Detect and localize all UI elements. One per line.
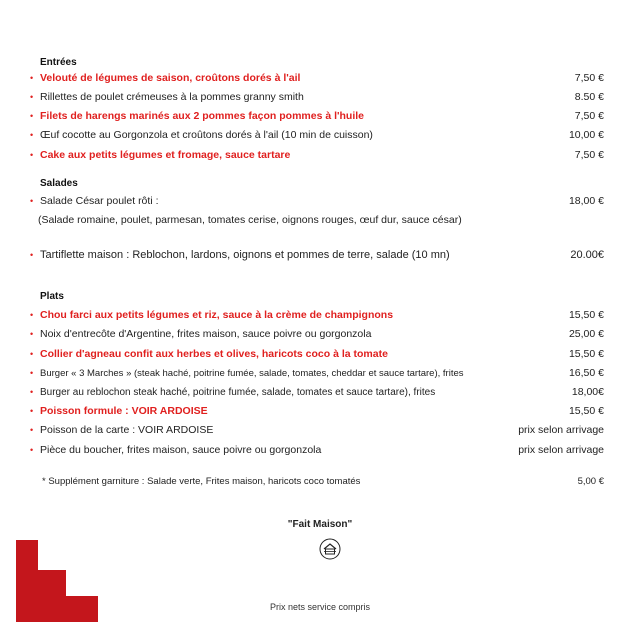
bullet-icon: •: [30, 111, 34, 121]
plat-item: • Poisson de la carte : VOIR ARDOISE prix selon arrivage: [30, 424, 604, 436]
plat-item: • Burger « 3 Marches » (steak haché, poitrine fumée, salade, tomates, cheddar et sauce tartare), frites 16,50 €: [30, 367, 604, 379]
bullet-icon: •: [30, 387, 34, 397]
bullet-icon: •: [30, 310, 34, 320]
fait-maison-label: "Fait Maison": [287, 519, 353, 530]
fait-maison-logo-icon: [319, 538, 341, 560]
salade-item: • Salade César poulet rôti : 18,00 €: [30, 195, 604, 207]
bullet-icon: •: [30, 73, 34, 83]
plat-item: • Noix d'entrecôte d'Argentine, frites maison, sauce poivre ou gorgonzola 25,00 €: [30, 328, 604, 340]
entree-item: • Œuf cocotte au Gorgonzola et croûtons dorés à l'ail (10 min de cuisson) 10,00 €: [30, 129, 604, 141]
bullet-icon: •: [30, 92, 34, 102]
bullet-icon: •: [30, 445, 34, 455]
plats-title: Plats: [40, 291, 64, 302]
plat-item: • Pièce du boucher, frites maison, sauce poivre ou gorgonzola prix selon arrivage: [30, 444, 604, 456]
bullet-icon: •: [30, 150, 34, 160]
supplement-text: * Supplément garniture : Salade verte, Frites maison, haricots coco tomatés: [42, 476, 361, 487]
entree-item: • Rillettes de poulet crémeuses à la pommes granny smith 8.50 €: [30, 91, 604, 103]
entree-item: • Filets de harengs marinés aux 2 pommes façon pommes à l'huile 7,50 €: [30, 110, 604, 122]
bullet-icon: •: [30, 406, 34, 416]
footer-note: Prix nets service compris: [269, 602, 371, 612]
bullet-icon: •: [30, 349, 34, 359]
salades-title: Salades: [40, 178, 78, 189]
supplement-note: [42, 476, 604, 487]
bullet-icon: •: [30, 329, 34, 339]
bullet-icon: •: [30, 250, 34, 260]
salade-detail: (Salade romaine, poulet, parmesan, tomates cerise, oignons rouges, œuf dur, sauce césar): [38, 214, 462, 226]
bullet-icon: •: [30, 368, 34, 378]
entrees-title: Entrées: [40, 57, 77, 68]
supplement-price: 5,00 €: [577, 476, 604, 487]
plat-item: • Collier d'agneau confit aux herbes et olives, haricots coco à la tomate 15,50 €: [30, 348, 604, 360]
plat-item: • Chou farci aux petits légumes et riz, sauce à la crème de champignons 15,50 €: [30, 309, 604, 321]
bullet-icon: •: [30, 196, 34, 206]
bullet-icon: •: [30, 425, 34, 435]
entree-item: • Cake aux petits légumes et fromage, sauce tartare 7,50 €: [30, 149, 604, 161]
plat-item: • Burger au reblochon steak haché, poitrine fumée, salade, tomates et sauce tartare), frites 18,00€: [30, 386, 604, 398]
tartiflette-item: • Tartiflette maison : Reblochon, lardons, oignons et pommes de terre, salade (10 mn) 20.00€: [30, 249, 604, 261]
bullet-icon: •: [30, 130, 34, 140]
entree-item: • Velouté de légumes de saison, croûtons dorés à l'ail 7,50 €: [30, 72, 604, 84]
plat-item: • Poisson formule : VOIR ARDOISE 15,50 €: [30, 405, 604, 417]
